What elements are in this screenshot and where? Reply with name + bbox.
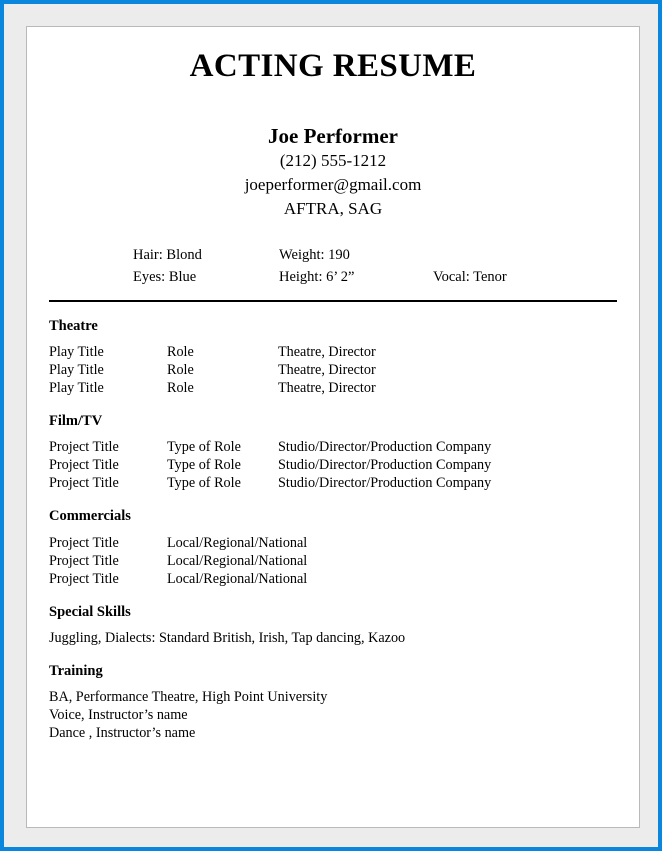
table-row bbox=[49, 474, 639, 492]
stats-row-two bbox=[27, 266, 639, 288]
credit-role: Type of Role bbox=[167, 457, 241, 474]
table-row bbox=[49, 456, 639, 474]
credit-role: Local/Regional/National bbox=[167, 552, 308, 569]
credit-role: Role bbox=[167, 379, 194, 396]
credit-title: Project Title bbox=[49, 570, 119, 587]
stat-height: Height: 6’ 2” bbox=[279, 268, 355, 285]
section-heading-commercials: Commercials bbox=[49, 508, 131, 525]
header-divider bbox=[49, 300, 617, 302]
table-row bbox=[49, 361, 639, 379]
credit-title: Project Title bbox=[49, 552, 119, 569]
credit-detail: Studio/Director/Production Company bbox=[278, 457, 492, 474]
table-row bbox=[49, 438, 639, 456]
credit-detail: Theatre, Director bbox=[278, 379, 376, 396]
page-title: ACTING RESUME bbox=[189, 48, 477, 84]
stat-vocal: Vocal: Tenor bbox=[433, 268, 507, 285]
section-heading-training: Training bbox=[49, 663, 103, 680]
credit-title: Play Title bbox=[49, 361, 104, 378]
credit-title: Project Title bbox=[49, 457, 119, 474]
credit-title: Play Title bbox=[49, 379, 104, 396]
table-row bbox=[49, 343, 639, 361]
credit-detail: Theatre, Director bbox=[278, 361, 376, 378]
credit-detail: Theatre, Director bbox=[278, 343, 376, 360]
credit-role: Type of Role bbox=[167, 475, 241, 492]
section-training bbox=[27, 663, 639, 742]
credit-detail: Studio/Director/Production Company bbox=[278, 439, 492, 456]
performer-unions: AFTRA, SAG bbox=[283, 199, 383, 219]
credit-title: Project Title bbox=[49, 475, 119, 492]
table-row bbox=[49, 552, 639, 570]
training-line: Voice, Instructor’s name bbox=[49, 707, 188, 724]
resume-page bbox=[26, 26, 640, 828]
table-row bbox=[49, 534, 639, 552]
window-frame bbox=[4, 4, 658, 847]
performer-email: joeperformer@gmail.com bbox=[244, 175, 422, 195]
section-theatre bbox=[27, 318, 639, 397]
section-special-skills bbox=[27, 604, 639, 647]
stats-row-one bbox=[27, 244, 639, 266]
credit-title: Project Title bbox=[49, 439, 119, 456]
credit-role: Role bbox=[167, 343, 194, 360]
table-row bbox=[49, 379, 639, 397]
physical-stats bbox=[27, 244, 639, 288]
performer-name: Joe Performer bbox=[268, 123, 398, 148]
table-row bbox=[49, 570, 639, 588]
credit-role: Local/Regional/National bbox=[167, 534, 308, 551]
training-line: BA, Performance Theatre, High Point University bbox=[49, 689, 328, 706]
credit-role: Local/Regional/National bbox=[167, 570, 308, 587]
credit-role: Role bbox=[167, 361, 194, 378]
training-line: Dance , Instructor’s name bbox=[49, 725, 196, 742]
credit-role: Type of Role bbox=[167, 439, 241, 456]
section-heading-film-tv: Film/TV bbox=[49, 412, 103, 429]
section-heading-theatre: Theatre bbox=[49, 317, 98, 334]
performer-phone: (212) 555-1212 bbox=[279, 151, 387, 171]
stat-eyes: Eyes: Blue bbox=[133, 268, 197, 285]
stat-weight: Weight: 190 bbox=[279, 246, 350, 263]
skills-line: Juggling, Dialects: Standard British, Irish, Tap dancing, Kazoo bbox=[49, 630, 406, 647]
credit-detail: Studio/Director/Production Company bbox=[278, 475, 492, 492]
credit-title: Project Title bbox=[49, 534, 119, 551]
section-heading-special-skills: Special Skills bbox=[49, 603, 131, 620]
stat-hair: Hair: Blond bbox=[133, 246, 202, 263]
section-film-tv bbox=[27, 413, 639, 492]
section-commercials bbox=[27, 508, 639, 587]
credit-title: Play Title bbox=[49, 343, 104, 360]
